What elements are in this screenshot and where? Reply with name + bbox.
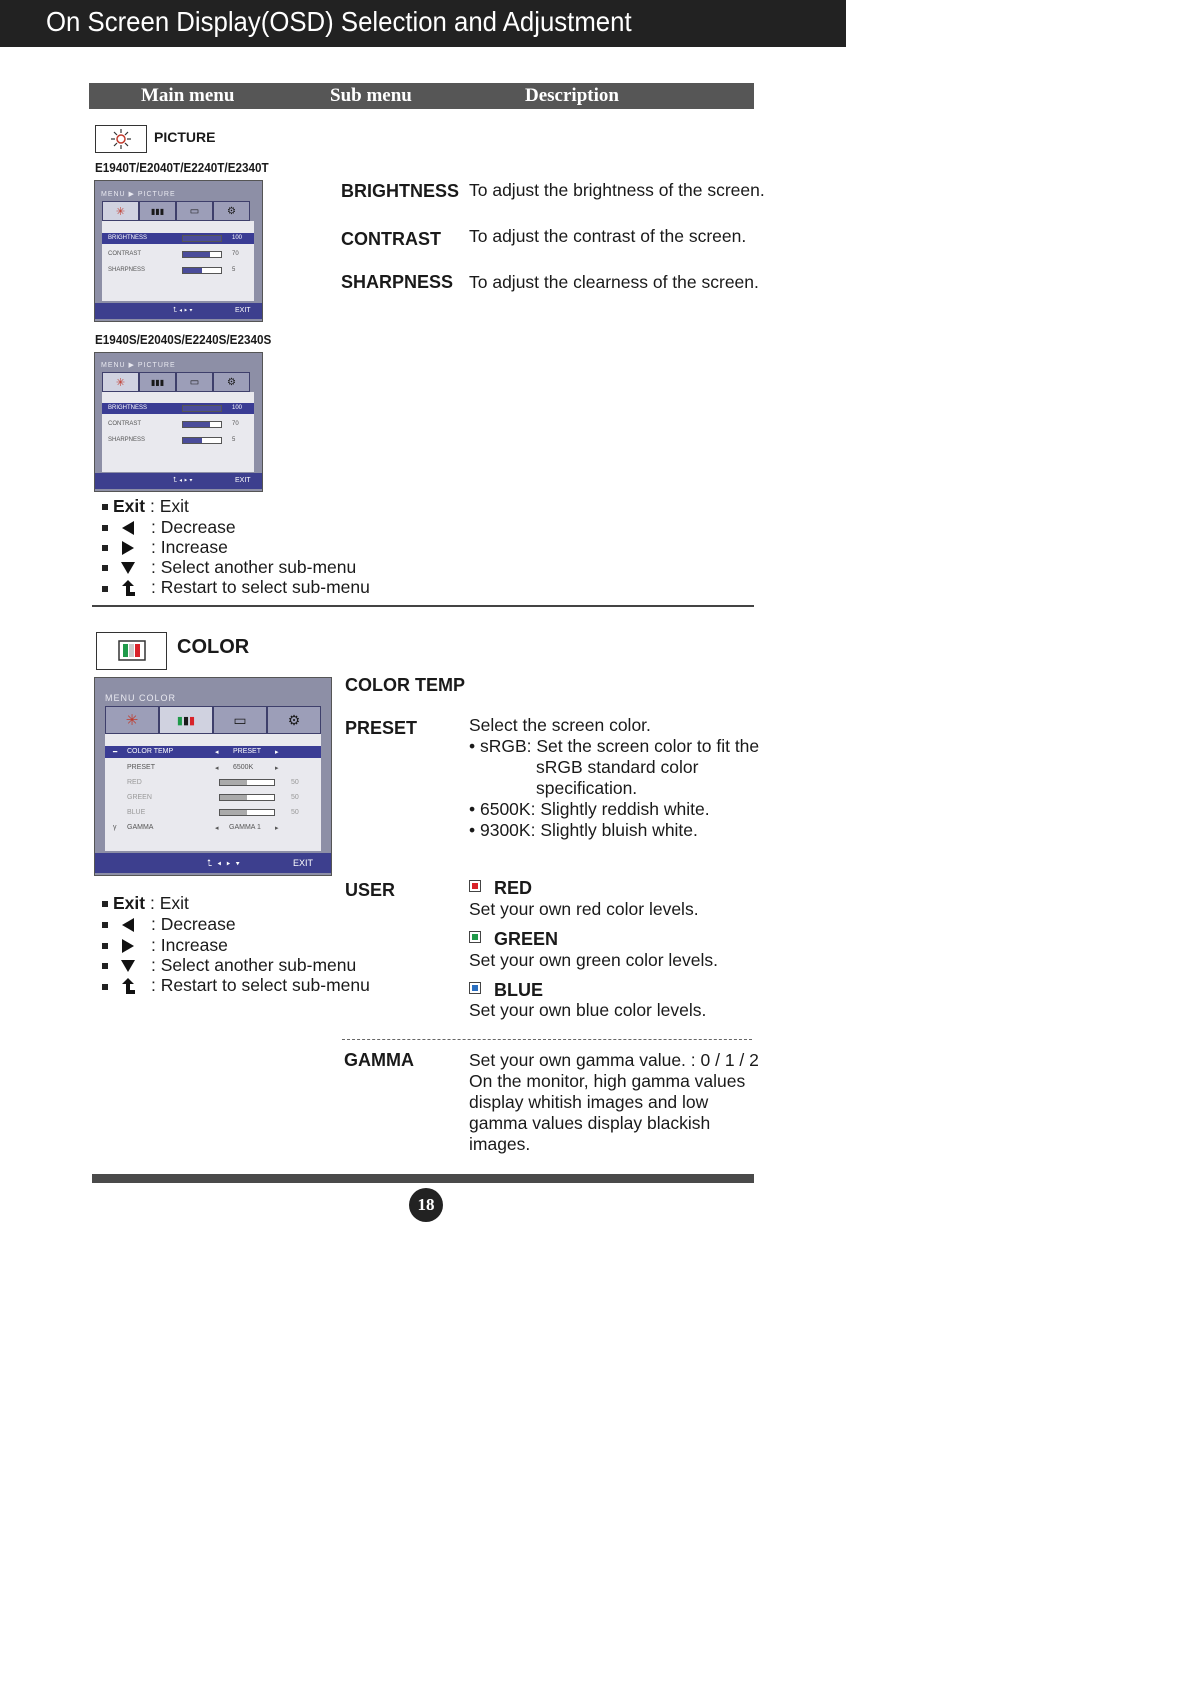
osd-tab-row — [102, 372, 250, 392]
sub-preset: PRESET — [345, 718, 418, 738]
red-swatch-icon — [469, 880, 481, 892]
left-arrow-icon — [120, 917, 136, 933]
key-legend-picture — [100, 496, 400, 600]
legend-select: : Select another sub-menu — [151, 557, 357, 577]
color-osd — [94, 677, 332, 876]
osd-bottom-bar: ⮤ ◂ ▸ ▾ EXIT — [95, 853, 331, 873]
legend-exit: Exit : Exit — [113, 893, 189, 913]
page-title: On Screen Display(OSD) Selection and Adjustment — [46, 6, 632, 37]
osd-row: SHARPNESS 5 — [108, 267, 236, 273]
osd-tab-display: ▭ — [176, 201, 213, 221]
desc-preset: Select the screen color. • sRGB: Set the screen color to fit the sRGB standard color specification. • 6500K: Slightly reddish white. • 9300K: Slightly bluish white. — [469, 715, 760, 840]
osd-row: ━ COLOR TEMP ◂ PRESET ▸ — [105, 746, 321, 758]
desc-brightness: To adjust the brightness of the screen. — [469, 180, 765, 200]
model-s-label: E1940S/E2040S/E2240S/E2340S — [95, 332, 272, 347]
blue-swatch-icon — [469, 982, 481, 994]
picture-label: PICTURE — [154, 129, 216, 145]
return-icon — [120, 977, 136, 995]
user-green-desc: Set your own green color levels. — [469, 950, 719, 970]
osd-tab-display: ▭ — [213, 706, 267, 734]
osd-row: SHARPNESS 5 — [108, 437, 236, 443]
legend-restart: : Restart to select sub-menu — [151, 577, 370, 597]
osd-tab-color: ▮ ▮ ▮ — [159, 706, 213, 734]
osd-row: CONTRAST 70 — [108, 251, 239, 257]
right-arrow-icon — [120, 938, 136, 954]
sub-brightness: BRIGHTNESS — [341, 181, 460, 201]
user-blue-title: BLUE — [494, 980, 543, 1000]
page-number: 18 — [409, 1188, 443, 1222]
osd-tab-setup: ⚙ — [267, 706, 321, 734]
osd-row: GREEN 50 — [127, 794, 299, 801]
desc-gamma: Set your own gamma value. : 0 / 1 / 2 On the monitor, high gamma values display whitish images and low gamma values display blackish images. — [469, 1050, 759, 1154]
sub-contrast: CONTRAST — [341, 229, 441, 249]
left-arrow-icon — [120, 520, 136, 536]
osd-tab-picture: ✳ — [102, 201, 139, 221]
key-legend-color — [100, 893, 400, 997]
sub-gamma: GAMMA — [344, 1050, 414, 1070]
down-arrow-icon — [120, 560, 136, 576]
osd-breadcrumb: MENU ▶ PICTURE — [101, 191, 176, 198]
legend-exit: Exit : Exit — [113, 496, 189, 516]
osd-tab-row — [102, 201, 250, 221]
sub-color-temp: COLOR TEMP — [345, 675, 465, 695]
legend-restart: : Restart to select sub-menu — [151, 975, 370, 995]
picture-osd-t — [94, 180, 263, 322]
column-header — [89, 83, 754, 109]
osd-row: RED 50 — [127, 779, 299, 786]
header-description: Description — [525, 85, 619, 106]
picture-osd-s — [94, 352, 263, 492]
legend-decrease: : Decrease — [151, 517, 236, 537]
osd-breadcrumb: MENU COLOR — [105, 693, 177, 703]
picture-menu-icon-box — [95, 125, 147, 153]
color-label: COLOR — [177, 636, 250, 658]
right-arrow-icon — [120, 540, 136, 556]
legend-increase: : Increase — [151, 935, 228, 955]
return-icon — [120, 579, 136, 597]
sub-user: USER — [345, 880, 396, 900]
osd-bottom-bar: ⮤ ◂ ▸ ▾ EXIT — [95, 473, 262, 489]
desc-contrast: To adjust the contrast of the screen. — [469, 226, 747, 246]
legend-select: : Select another sub-menu — [151, 955, 357, 975]
dashed-divider — [342, 1039, 752, 1040]
osd-tab-color: ▮▮▮ — [139, 372, 176, 392]
osd-row: γ GAMMA ◂ GAMMA 1 ▸ — [113, 824, 279, 832]
sub-sharpness: SHARPNESS — [341, 272, 454, 292]
desc-sharpness: To adjust the clearness of the screen. — [469, 272, 759, 292]
color-menu-icon-box — [96, 632, 167, 670]
user-red-title: RED — [494, 878, 533, 898]
header-main-menu: Main menu — [141, 85, 235, 106]
osd-breadcrumb: MENU ▶ PICTURE — [101, 362, 176, 369]
osd-panel — [105, 734, 321, 851]
osd-bottom-bar: ⮤ ◂ ▸ ▾ EXIT — [95, 303, 262, 319]
osd-tab-setup: ⚙ — [213, 201, 250, 221]
osd-row: BRIGHTNESS 100 — [102, 403, 254, 414]
osd-panel — [102, 221, 254, 301]
osd-tab-picture: ✳ — [105, 706, 159, 734]
osd-row: CONTRAST 70 — [108, 421, 239, 427]
green-swatch-icon — [469, 931, 481, 943]
model-t-label: E1940T/E2040T/E2240T/E2340T — [95, 160, 269, 175]
header-sub-menu: Sub menu — [330, 85, 412, 106]
title-bar — [0, 0, 846, 47]
legend-decrease: : Decrease — [151, 914, 236, 934]
osd-tab-row — [105, 706, 321, 734]
osd-tab-setup: ⚙ — [213, 372, 250, 392]
section-divider — [92, 605, 754, 607]
color-icon — [97, 633, 166, 669]
user-green-title: GREEN — [494, 929, 559, 949]
osd-panel — [102, 392, 254, 472]
down-arrow-icon — [120, 958, 136, 974]
osd-row: PRESET ◂ 6500K ▸ — [127, 764, 279, 772]
legend-increase: : Increase — [151, 537, 228, 557]
osd-row: BLUE 50 — [127, 809, 299, 816]
osd-row: BRIGHTNESS 100 — [102, 233, 254, 244]
user-red-desc: Set your own red color levels. — [469, 899, 699, 919]
footer-bar — [92, 1174, 754, 1183]
brightness-icon — [96, 126, 146, 152]
user-blue-desc: Set your own blue color levels. — [469, 1000, 707, 1020]
osd-tab-picture: ✳ — [102, 372, 139, 392]
osd-tab-color: ▮▮▮ — [139, 201, 176, 221]
osd-tab-display: ▭ — [176, 372, 213, 392]
